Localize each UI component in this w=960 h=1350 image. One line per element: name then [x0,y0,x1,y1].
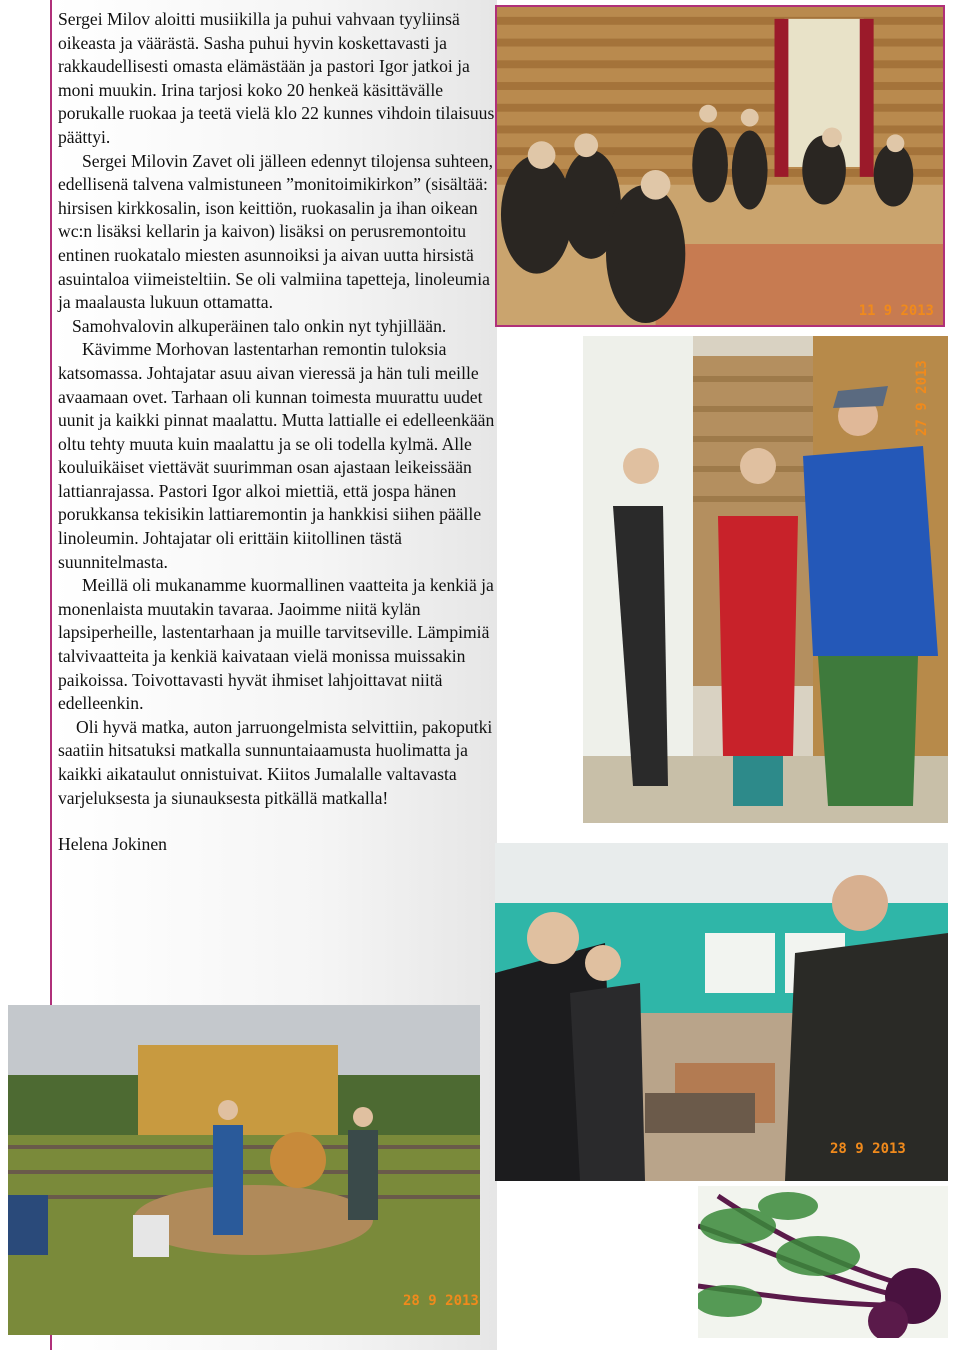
author-signature: Helena Jokinen [58,834,167,855]
kindergarten-doorway-date-stamp: 27 9 2013 [914,360,930,436]
article-body [58,8,498,857]
construction-field-date-stamp: 28 9 2013 [403,1293,479,1309]
paragraph-6: Oli hyvä matka, auton jarruongelmista selvittiin, pakoputki saatiin hitsatuksi matkalla sunnuntaiaamusta huolimatta ja kaikki aikataulut onnistuivat. Kiitos Jumalalle valtavasta varjeluksesta ja siunauksesta pitkällä matkalla! [58,716,493,808]
photo-construction-field [8,1005,480,1335]
photo-beetroots [698,1186,948,1338]
paragraph-3: Samohvalovin alkuperäinen talo onkin nyt tyhjillään. [72,315,447,336]
paragraph-1: Sergei Milov aloitti musiikilla ja puhui vahvaan tyyliinsä oikeasta ja väärästä. Sasha puhui hyvin koskettavasti ja rakkaudellisesti omasta elämästään ja pastori Igor jatkoi ja moni muukin. Irina tarjosi koko 20 henkeä käsittävälle porukalle ruokaa ja teetä vielä klo 22 kunnes vihdoin tilaisuus päättyi. [58,9,495,147]
photo-kindergarten-playroom [495,843,948,1181]
paragraph-2: Sergei Milovin Zavet oli jälleen edennyt tilojensa suhteen, edellisenä talvena valmistuneen ”monitoimikirkon” (sisältää: hirsisen kirkkosalin, ison keittiön, ruokasalin ja ihan oikean wc:n lisäksi kellarin ja kaivon) lisäksi on perusremontoitu entinen ruokatalo miesten asunnoiksi ja aivan uutta hirsistä asuintaloa viimeisteltiin. Se oli valmiina tapetteja, linoleumia ja maalausta lukuun ottamatta. [58,150,494,313]
photo-meeting-room [495,5,945,327]
paragraph-5: Meillä oli mukanamme kuormallinen vaatteita ja kenkiä ja monenlaista muutakin tavaraa. Jaoimme niitä kylän lapsiperheille, lastentarhaan ja muille tarvitseville. Lämpimiä talvivaatteita ja kenkiä kaivataan vielä monissa muissakin paikoissa. Toivottavasti hyvät ihmiset lahjoittavat niitä edelleenkin. [58,575,494,714]
kindergarten-playroom-date-stamp: 28 9 2013 [830,1141,906,1157]
paragraph-4: Kävimme Morhovan lastentarhan remontin tuloksia katsomassa. Johtajatar asuu aivan vieressä ja hän tuli meille avaamaan ovet. Tarhaan oli kunnan toimesta muurattu uudet uunit ja kaikki pinnat maalattu. Mutta lattialle ei edelleenkään oltu tehty muuta kuin maalattu ja se oli todella kylmä. Alle kouluikäiset viettävät suurimman osan ajastaan leikeissään lattianrajassa. Pastori Igor alkoi miettiä, että jospa hänen porukkansa tekisikin lattiaremontin ja hankkisi siihen päälle linoleumin. Johtajatar oli erittäin kiitollinen tästä suunnitelmasta. [58,339,495,572]
meeting-room-date-stamp: 11 9 2013 [858,303,934,320]
photo-kindergarten-doorway [583,336,948,823]
